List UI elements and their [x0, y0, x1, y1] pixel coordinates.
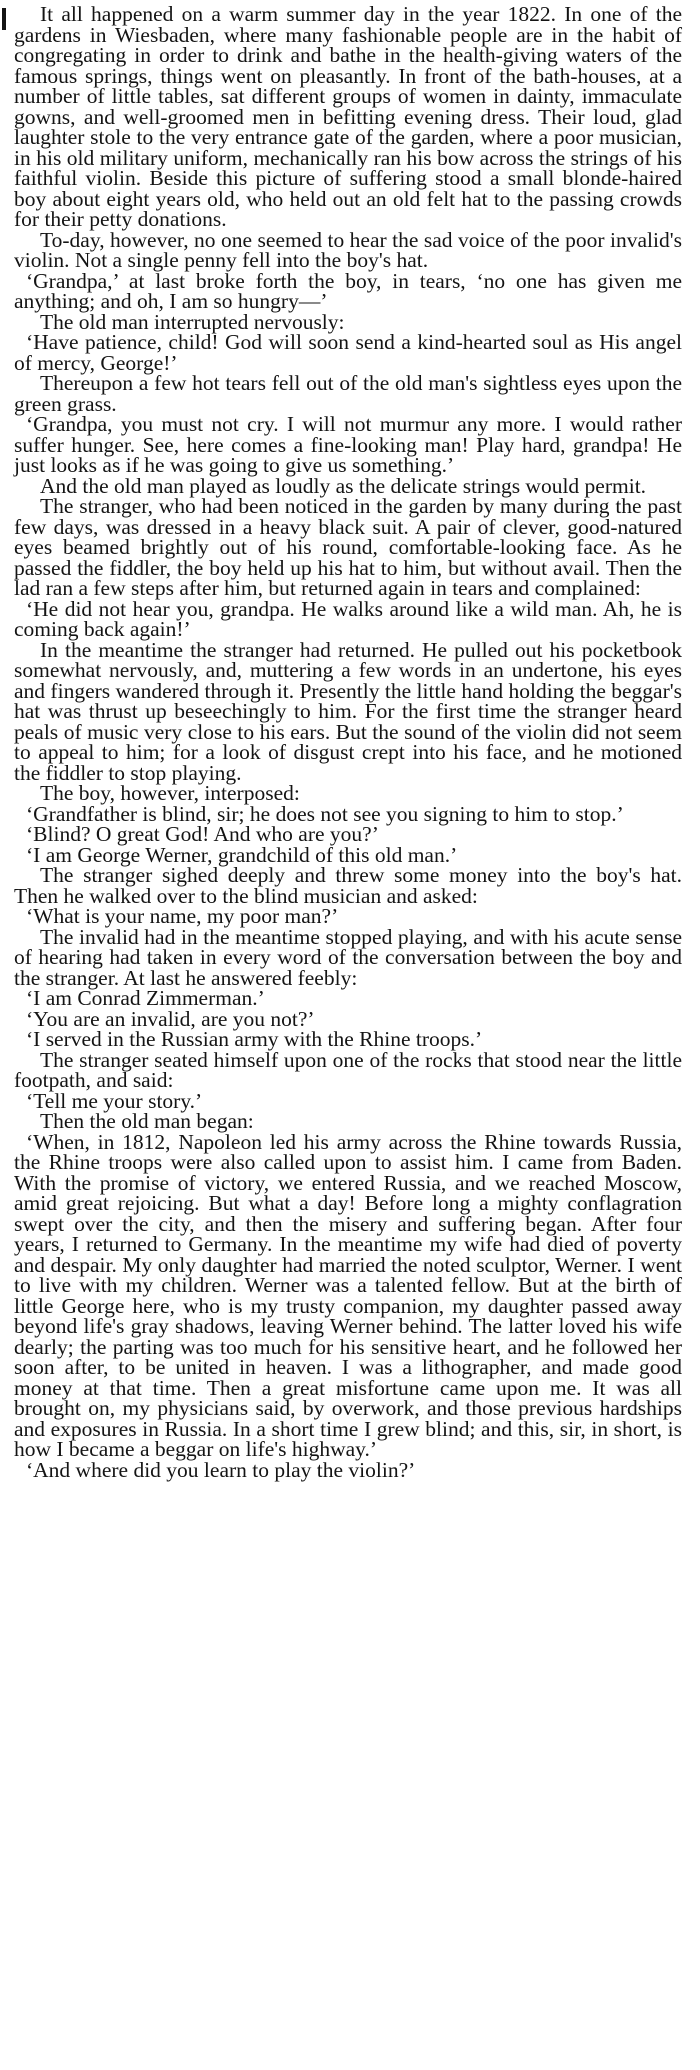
dialog-line: ‘I served in the Russian army with the Rhine troops.’ — [26, 1027, 483, 1051]
dialog-line: ‘I am George Werner, grandchild of this old man.’ — [26, 842, 458, 867]
story-paragraph: And the old man played as loudly as the delicate strings would permit. — [40, 473, 647, 498]
story-paragraph: In the meantime the stranger had returned. He pulled out his pocketbook somewhat nervously, and, muttering a few words in an undertone, his eyes and fingers wandered through it. Presently the little hand holding the beggar's hat was thrust up beseechingly to him. For the first time the stranger heard peals of music very close to his ears. But the sound of the violin did not seem to appeal to him; for a look of disgust crept into his face, and he motioned the fiddler to stop playing. — [14, 637, 682, 785]
dialog-line: ‘Tell me your story.’ — [26, 1088, 203, 1113]
story-paragraph: To-day, however, no one seemed to hear the sad voice of the poor invalid's violin. Not a single penny fell into the boy's hat. — [14, 227, 682, 272]
story-column — [14, 4, 682, 1480]
dialog-line: ‘Have patience, child! God will soon send a kind-hearted soul as His angel of mercy, George!’ — [14, 330, 682, 375]
story-paragraph: The boy, however, interposed: — [40, 781, 300, 805]
story-paragraph: The invalid had in the meantime stopped playing, and with his acute sense of hearing had taken in every word of the conversation between the boy and the stranger. At last he answered feebly: — [14, 924, 682, 990]
column-edge-mark — [2, 8, 6, 30]
story-paragraph: The stranger seated himself upon one of the rocks that stood near the little footpath, and said: — [14, 1047, 682, 1092]
dialog-line: ‘You are an invalid, are you not?’ — [26, 1006, 315, 1031]
dialog-line: ‘Grandpa, you must not cry. I will not murmur any more. I would rather suffer hunger. See, here comes a fine-looking man! Play hard, grandpa! He just looks as if he was going to give us something.’ — [14, 412, 682, 477]
story-paragraph: The old man interrupted nervously: — [40, 309, 345, 334]
story-paragraph: Then the old man began: — [40, 1109, 254, 1133]
story-paragraph: Thereupon a few hot tears fell out of the old man's sightless eyes upon the green grass. — [14, 371, 682, 416]
dialog-line: ‘Grandpa,’ at last broke forth the boy, in tears, ‘no one has given me anything; and oh, I am so hungry—’ — [14, 268, 682, 313]
story-paragraph: The stranger sighed deeply and threw some money into the boy's hat. Then he walked over to the blind musician and asked: — [14, 863, 682, 908]
dialog-line: ‘Grandfather is blind, sir; he does not see you signing to him to stop.’ — [26, 801, 624, 826]
story-paragraph: It all happened on a warm summer day in the year 1822. In one of the gardens in Wiesbaden, where many fashionable people are in the habit of congregating in order to drink and bathe in the health-giving waters of the famous springs, things went on pleasantly. In front of the bath-houses, at a number of little tables, sat different groups of women in dainty, immaculate gowns, and well-groomed men in befitting evening dress. Their loud, glad laughter stole to the very entrance gate of the garden, where a poor musician, in his old military uniform, mechanically ran his bow across the strings of his faithful violin. Beside this picture of suffering stood a small blonde-haired boy about eight years old, who held out an old felt hat to the passing crowds for their petty donations. — [14, 2, 682, 231]
dialog-line: ‘When, in 1812, Napoleon led his army across the Rhine towards Russia, the Rhine troops were also called upon to assist him. I came from Baden. With the promise of victory, we entered Russia, and we reached Moscow, amid great rejoicing. But what a day! Before long a mighty conflagration swept over the city, and then the misery and suffering began. After four years, I returned to Germany. In the meantime my wife had died of poverty and despair. My only daughter had married the noted sculptor, Werner. I went to live with my children. Werner was a talented fellow. But at the birth of little George here, who is my trusty companion, my daughter passed away beyond life's gray shadows, leaving Werner behind. The latter loved his wife dearly; the parting was too much for his sensitive heart, and he followed her soon after, to be united in heaven. I was a lithographer, and made good money at that time. Then a great misfortune came upon me. It was all brought on, my physicians said, by overwork, and those previous hardships and exposures in Russia. In a short time I grew blind; and this, sir, in short, is how I became a beggar on life's highway.’ — [14, 1129, 682, 1461]
dialog-line: ‘He did not hear you, grandpa. He walks around like a wild man. Ah, he is coming back again!’ — [14, 596, 682, 641]
dialog-line: ‘And where did you learn to play the violin?’ — [26, 1457, 416, 1482]
dialog-line: ‘What is your name, my poor man?’ — [26, 904, 339, 928]
story-paragraph: The stranger, who had been noticed in the garden by many during the past few days, was dressed in a heavy black suit. A pair of clever, good-natured eyes beamed brightly out of his round, comfortable-looking face. As he passed the fiddler, the boy held up his hat to him, but without avail. Then the lad ran a few steps after him, but returned again in tears and complained: — [14, 494, 682, 600]
dialog-line: ‘I am Conrad Zimmerman.’ — [26, 986, 265, 1010]
dialog-line: ‘Blind? O great God! And who are you?’ — [26, 822, 379, 846]
